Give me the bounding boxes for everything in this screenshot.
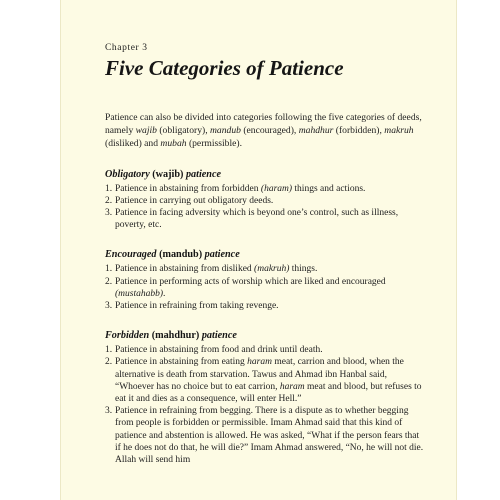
list-item — [105, 300, 425, 312]
book-page — [61, 0, 456, 500]
item-number: 2. — [105, 195, 113, 206]
text: Patience in abstaining from eating — [115, 357, 248, 368]
list-item — [105, 207, 425, 231]
intro-text: (obligatory), — [156, 125, 210, 137]
term-mahdhur: mahdhur — [298, 125, 334, 137]
item-text — [115, 344, 425, 356]
chapter-label: Chapter 3 — [105, 43, 148, 53]
text: Patience in abstaining from disliked — [115, 264, 255, 275]
italic-term: (haram) — [260, 183, 293, 194]
page-content — [105, 43, 425, 466]
section-encouraged — [105, 249, 425, 312]
intro-text: Patience can also be divided into categories following the five categories of deeds, namely — [105, 112, 422, 137]
heading-term: (mandub) — [156, 249, 205, 261]
heading-italic: Encouraged — [105, 249, 157, 261]
section-obligatory — [105, 169, 425, 232]
list — [105, 263, 425, 312]
section-forbidden — [105, 330, 425, 466]
item-text — [115, 263, 425, 275]
heading-italic: Forbidden — [105, 330, 150, 342]
text: Patience in facing adversity which is beyond one’s control, such as illness, poverty, etc. — [115, 208, 399, 231]
text: Patience in refraining from taking revenge. — [115, 301, 279, 312]
item-number: 3. — [105, 301, 113, 312]
heading-italic: patience — [204, 249, 240, 261]
italic-term: haram — [279, 381, 305, 392]
section-heading — [105, 249, 425, 260]
text: meat, carrion and blood, when the alternative is death from starvation. Tawus and Ahmad ibn Hanbal said, “Whoever has no choice but to eat carrion, — [115, 357, 404, 392]
text: Patience in performing acts of worship which are liked and encouraged — [115, 276, 386, 287]
intro-text: (encouraged), — [240, 125, 299, 137]
chapter-title: Five Categories of Patience — [105, 56, 344, 80]
item-number: 2. — [105, 276, 113, 287]
list-item — [105, 263, 425, 275]
heading-italic: patience — [185, 168, 222, 180]
italic-term: (makruh) — [254, 264, 290, 275]
section-heading — [105, 330, 425, 341]
text: Patience in abstaining from forbidden — [115, 183, 261, 194]
italic-term: haram — [247, 357, 272, 368]
item-number: 1. — [105, 345, 113, 356]
term-mubah: mubah — [160, 138, 187, 150]
text: Patience in abstaining from food and drink until death. — [115, 345, 323, 356]
heading-italic: patience — [201, 330, 237, 342]
heading-term: (mahdhur) — [149, 330, 202, 342]
item-number: 1. — [105, 264, 113, 275]
list-item — [105, 405, 425, 466]
text: meat and blood, but refuses to eat it and dies as a consequence, will enter Hell.” — [115, 381, 422, 405]
text: things and actions. — [292, 183, 366, 194]
item-text — [115, 195, 425, 207]
list — [105, 183, 425, 232]
item-number: 3. — [105, 208, 113, 219]
item-number: 1. — [105, 183, 113, 194]
heading-italic: Obligatory — [105, 168, 150, 180]
list-item — [105, 276, 425, 300]
item-text — [115, 356, 425, 405]
text: Patience in carrying out obligatory deeds. — [115, 195, 274, 206]
term-makruh: makruh — [384, 125, 414, 137]
heading-term: (wajib) — [149, 168, 186, 180]
item-text — [115, 405, 425, 466]
item-text — [115, 300, 425, 312]
list-item — [105, 356, 425, 405]
item-text — [115, 276, 425, 300]
list-item — [105, 183, 425, 195]
item-number: 2. — [105, 357, 113, 368]
list — [105, 344, 425, 466]
text: . — [163, 288, 166, 299]
text: things. — [289, 264, 318, 275]
intro-text: (disliked) and — [105, 138, 161, 150]
intro-paragraph — [105, 111, 425, 151]
section-heading — [105, 169, 425, 180]
item-text — [115, 207, 425, 231]
term-mandub: mandub — [210, 125, 241, 137]
intro-text: (forbidden), — [333, 125, 385, 137]
list-item — [105, 344, 425, 356]
intro-text: (permissible). — [186, 138, 242, 150]
item-number: 3. — [105, 406, 113, 417]
item-text — [115, 183, 425, 195]
term-wajib: wajib — [135, 125, 157, 137]
list-item — [105, 195, 425, 207]
italic-term: (mustahabb) — [115, 288, 164, 299]
text: Patience in refraining from begging. There is a dispute as to whether begging from people is forbidden or permissible. Imam Ahmad said that this kind of patience and abstention is allowed. He was asked, “What if the person fears that if he does not do that, he will die?” Imam Ahmad answered, “No, he will not die. Allah will send him — [115, 406, 424, 466]
